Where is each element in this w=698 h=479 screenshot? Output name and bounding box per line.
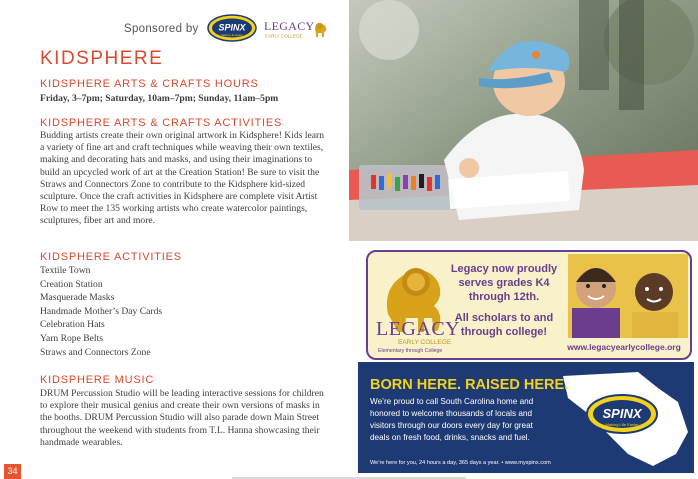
- activities-intro-text: Budding artists create their own original artwork in Kidsphere! Kids learn a variety of fine art and craft techniques while weaving their own textiles, making and decorating hats and masks, and using their imaginations to build an upcycled work of art at the Creation Station! Be sure to visit the Straws and Connectors Zone to contribute to the Kidsphere kid-sized sculpture. Once the craft activities in Kidsphere are complete visit Artist Row to meet the 135 working artists who create watercolor paintings, sculptures, fiber art and more.: [40, 130, 325, 227]
- legacy-early-college-ad: [366, 250, 692, 360]
- legacy-logo-sub: EARLY COLLEGE: [265, 33, 303, 39]
- spinx-ad-headline: BORN HERE. RAISED HERE.: [370, 377, 569, 393]
- activities-intro-heading: KIDSPHERE ARTS & CRAFTS ACTIVITIES: [40, 117, 283, 129]
- legacy-ad-url: www.legacyearlycollege.org: [567, 342, 681, 352]
- students-photo: [568, 254, 688, 338]
- legacy-ad-headline-line: through 12th.: [468, 291, 540, 303]
- legacy-ad-headline-line: serves grades K4: [458, 277, 550, 289]
- list-item: Straws and Connectors Zone: [40, 346, 151, 358]
- legacy-ad-brand-tag: Elementary through College: [378, 348, 443, 354]
- spinx-ad-body-line: deals on fresh food, drinks, snacks and fuel.: [370, 433, 530, 442]
- legacy-ad-brand-sub: EARLY COLLEGE: [398, 339, 452, 346]
- spinx-ad-body-line: We’re proud to call South Carolina home and: [370, 397, 534, 406]
- kid-crafting-photo: [349, 0, 698, 241]
- list-item: Masquerade Masks: [40, 292, 115, 304]
- list-item: Yarn Rope Belts: [40, 332, 103, 344]
- spinx-ad-body-line: honored to welcome thousands of locals and: [370, 409, 533, 418]
- spinx-ad-logo-tagline: Making Life Easier: [605, 422, 639, 427]
- spinx-logo-text: SPINX: [218, 22, 246, 33]
- list-item: Celebration Hats: [40, 319, 105, 331]
- activities-heading: KIDSPHERE ACTIVITIES: [40, 251, 182, 263]
- spinx-ad-footer: We’re here for you, 24 hours a day, 365 days a year. • www.myspinx.com: [370, 460, 551, 466]
- hours-heading: KIDSPHERE ARTS & CRAFTS HOURS: [40, 78, 259, 90]
- spinx-ad-logo-text: SPINX: [602, 406, 642, 421]
- spinx-ad-body-line: visitors through our doors every day for great: [370, 421, 533, 430]
- legacy-ad-headline-line: Legacy now proudly: [450, 263, 558, 275]
- spinx-ad: [358, 362, 694, 473]
- spinx-ad-logo: [587, 395, 657, 433]
- legacy-ad-brand: LEGACY: [376, 318, 461, 340]
- music-text: DRUM Percussion Studio will be leading interactive sessions for children to explore their musical genius and create their own versions of masks in the booths. DRUM Percussion Studio will also parade down Main Street throughout the weekend with students from T.L. Hanna showcasing their handmade wearables.: [40, 388, 324, 448]
- sponsored-by-label: Sponsored by: [124, 23, 199, 35]
- legacy-ad-sub-line: through college!: [460, 326, 548, 338]
- spinx-logo: [207, 14, 257, 42]
- list-item: Handmade Mother’s Day Cards: [40, 305, 163, 317]
- legacy-logo-text: LEGACY: [264, 19, 315, 33]
- page-title: KIDSPHERE: [40, 48, 164, 69]
- list-item: Textile Town: [40, 265, 91, 276]
- legacy-logo: [264, 18, 330, 40]
- activities-list: [40, 264, 162, 359]
- page-number: 34: [4, 464, 21, 479]
- list-item: Creation Station: [40, 278, 103, 290]
- spinx-logo-tagline: Making Life Easier: [221, 34, 243, 37]
- music-heading: KIDSPHERE MUSIC: [40, 374, 155, 386]
- hours-text: Friday, 3–7pm; Saturday, 10am–7pm; Sunday, 11am–5pm: [40, 93, 279, 104]
- legacy-ad-sub-line: All scholars to and: [454, 312, 554, 324]
- lion-icon: [315, 23, 326, 37]
- left-page: [0, 0, 348, 479]
